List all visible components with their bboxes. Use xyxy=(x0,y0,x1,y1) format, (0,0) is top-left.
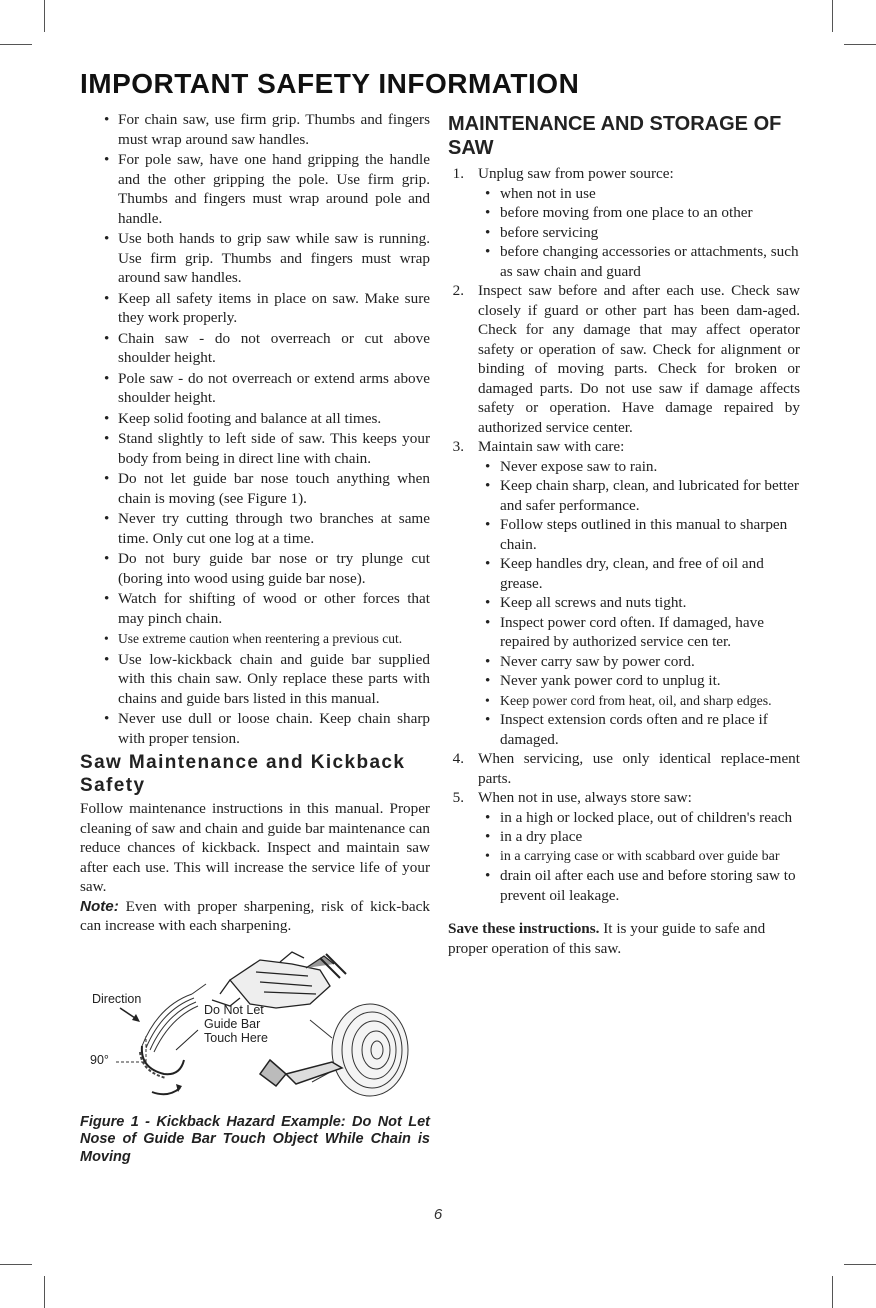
bottom-arrow xyxy=(152,1088,180,1094)
sub-item: • before servicing xyxy=(478,223,800,243)
save-bold: Save these instructions. xyxy=(448,920,600,937)
warning-line: Touch Here xyxy=(204,1030,268,1045)
item-text: When not in use, always store saw: xyxy=(478,789,692,806)
item-number: 4. xyxy=(452,750,464,767)
warning-label xyxy=(204,1003,268,1045)
crop-mark xyxy=(844,44,876,45)
item-number: 5. xyxy=(452,789,464,806)
hand-guard-illustration xyxy=(212,952,346,1008)
crop-mark xyxy=(832,0,833,32)
list-item xyxy=(448,281,800,437)
list-item xyxy=(448,437,800,749)
angle-label: 90° xyxy=(90,1052,109,1067)
sub-item: • Keep all screws and nuts tight. xyxy=(478,593,800,613)
arrow-head-icon xyxy=(132,1014,140,1022)
sub-item: • in a dry place xyxy=(478,827,800,847)
right-column xyxy=(448,110,800,973)
item-number: 2. xyxy=(452,282,464,299)
warning-line: Guide Bar xyxy=(204,1016,261,1031)
sub-item: • when not in use xyxy=(478,184,800,204)
list-item: • Never use dull or loose chain. Keep chain sharp with proper tension. xyxy=(80,709,430,748)
sub-item: • before moving from one place to an other xyxy=(478,203,800,223)
direction-label: Direction xyxy=(92,991,142,1006)
save-instructions xyxy=(448,919,800,958)
sub-item: • Follow steps outlined in this manual to sharpen chain. xyxy=(478,515,800,554)
item-number: 1. xyxy=(452,165,464,182)
sub-item: • Never carry saw by power cord. xyxy=(478,652,800,672)
note-label: Note: xyxy=(80,897,119,915)
saw-bar-illustration xyxy=(260,1060,342,1086)
page-number: 6 xyxy=(433,1206,443,1223)
log-illustration xyxy=(310,1004,408,1096)
list-item xyxy=(448,749,800,788)
list-item: • Use both hands to grip saw while saw is running. Use firm grip. Thumbs and fingers must wrap around saw handles. xyxy=(80,229,430,288)
item-number: 3. xyxy=(452,438,464,455)
crop-mark xyxy=(0,1264,32,1265)
sub-item: • Keep chain sharp, clean, and lubricated for better and safer performance. xyxy=(478,476,800,515)
list-item: • Keep solid footing and balance at all times. xyxy=(80,409,430,429)
list-item: • Keep all safety items in place on saw. Make sure they work properly. xyxy=(80,289,430,328)
list-item: • Use extreme caution when reentering a previous cut. xyxy=(80,629,430,649)
list-item: • For pole saw, have one hand gripping the handle and the other gripping the pole. Use firm grip. Thumbs and fingers must wrap around pole and handle. xyxy=(80,150,430,228)
kickback-heading: Saw Maintenance and Kickback Safety xyxy=(80,752,406,796)
sub-list xyxy=(478,457,800,750)
crop-mark xyxy=(832,1276,833,1308)
sub-item: • in a carrying case or with scabbard over guide bar xyxy=(478,847,800,867)
list-item: • Pole saw - do not overreach or extend arms above shoulder height. xyxy=(80,369,430,408)
sub-item: • Keep handles dry, clean, and free of oil and grease. xyxy=(478,554,800,593)
list-item: • Do not bury guide bar nose or try plunge cut (boring into wood using guide bar nose). xyxy=(80,549,430,588)
motion-arrow xyxy=(192,984,206,994)
sub-item: • drain oil after each use and before storing saw to prevent oil leakage. xyxy=(478,866,800,905)
item-text: Unplug saw from power source: xyxy=(478,165,674,182)
figure-caption: Figure 1 - Kickback Hazard Example: Do Not Let Nose of Guide Bar Touch Object While Chain is Moving xyxy=(80,1113,430,1165)
page-title: IMPORTANT SAFETY INFORMATION xyxy=(80,68,580,99)
item-text: Inspect saw before and after each use. Check saw closely if guard or other part has been dam-aged. Check for any damage that may affect operator safety or operation of saw. Check for alignment or binding of moving parts. Check for broken or damaged parts. Do not use saw if damage affects safety or operation. Have damage repaired by authorized service center. xyxy=(478,282,800,436)
list-item: • Chain saw - do not overreach or cut above shoulder height. xyxy=(80,329,430,368)
list-item: • Watch for shifting of wood or other forces that may pinch chain. xyxy=(80,589,430,628)
note-text: Even with proper sharpening, risk of kick-back can increase with each sharpening. xyxy=(80,897,430,934)
list-item xyxy=(448,788,800,905)
sub-item: • in a high or locked place, out of children's reach xyxy=(478,808,800,828)
crop-mark xyxy=(844,1264,876,1265)
left-column xyxy=(80,110,430,1166)
item-text: Maintain saw with care: xyxy=(478,438,625,455)
pointer-line xyxy=(176,1030,198,1050)
kickback-paragraph: Follow maintenance instructions in this manual. Proper cleaning of saw and chain and guide bar maintenance can reduce chances of kickback. Inspect and maintain saw after each use. This will increase the service life of your saw. xyxy=(80,800,430,895)
list-item: • For chain saw, use firm grip. Thumbs and fingers must wrap around saw handles. xyxy=(80,110,430,149)
kickback-figure xyxy=(80,950,430,1106)
sub-item: • Inspect power cord often. If damaged, have repaired by authorized service cen ter. xyxy=(478,613,800,652)
save-text: It is your guide to safe and proper operation of this saw. xyxy=(448,920,766,957)
list-item xyxy=(448,164,800,281)
guide-bar-nose xyxy=(142,1046,184,1074)
sub-list xyxy=(478,808,800,906)
sub-item: • before changing accessories or attachments, such as saw chain and guard xyxy=(478,242,800,281)
maintenance-list xyxy=(448,164,800,905)
list-item: • Never try cutting through two branches at same time. Only cut one log at a time. xyxy=(80,509,430,548)
list-item: • Do not let guide bar nose touch anything when chain is moving (see Figure 1). xyxy=(80,469,430,508)
sub-item: • Keep power cord from heat, oil, and sharp edges. xyxy=(478,691,800,711)
item-text: When servicing, use only identical replace-ment parts. xyxy=(478,750,800,787)
maintenance-heading: MAINTENANCE AND STORAGE OF SAW xyxy=(448,113,782,159)
crop-mark xyxy=(44,1276,45,1308)
kickback-zone-arc xyxy=(142,994,198,1052)
sub-item: • Never yank power cord to unplug it. xyxy=(478,671,800,691)
safety-bullet-list xyxy=(80,110,430,748)
sub-item: • Inspect extension cords often and re place if damaged. xyxy=(478,710,800,749)
warning-line: Do Not Let xyxy=(204,1002,264,1017)
crop-mark xyxy=(0,44,32,45)
sub-item: • Never expose saw to rain. xyxy=(478,457,800,477)
sub-list xyxy=(478,184,800,282)
crop-mark xyxy=(44,0,45,32)
list-item: • Use low-kickback chain and guide bar supplied with this chain saw. Only replace these parts with chains and guide bars listed in this manual. xyxy=(80,650,430,709)
list-item: • Stand slightly to left side of saw. This keeps your body from being in direct line with chain. xyxy=(80,429,430,468)
kickback-note xyxy=(80,897,430,936)
